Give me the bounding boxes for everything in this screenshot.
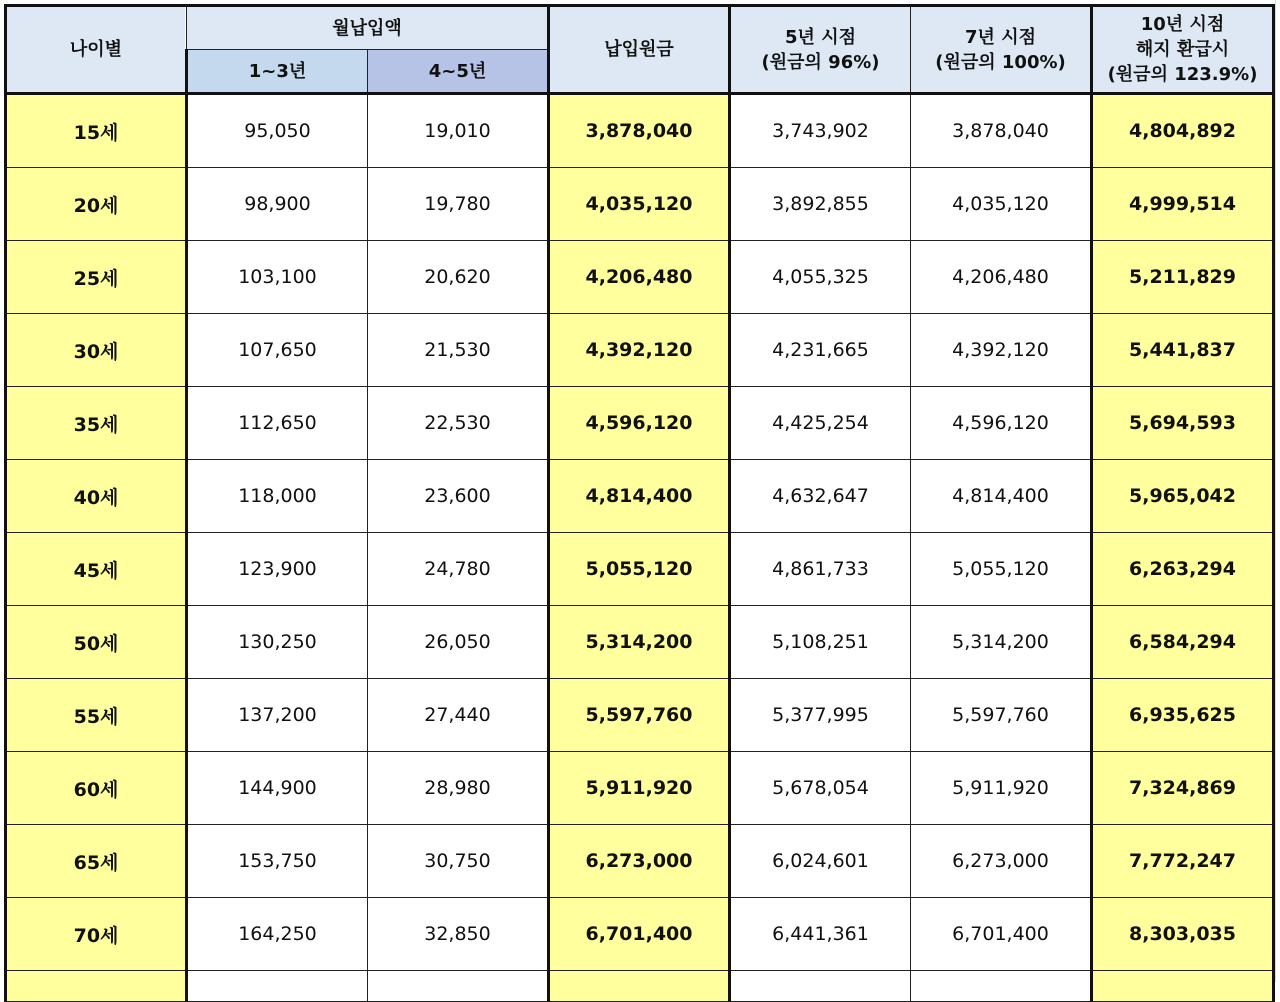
cell-year10: 6,263,294 [1092, 533, 1274, 606]
cell-monthly-4-5: 23,600 [368, 460, 549, 533]
cell-age: 30세 [6, 314, 187, 387]
header-principal: 납입원금 [549, 6, 730, 94]
cell-principal: 4,206,480 [549, 241, 730, 314]
cell-principal: 5,314,200 [549, 606, 730, 679]
cell-year7-empty [911, 971, 1092, 1002]
cell-monthly-1-3: 130,250 [187, 606, 368, 679]
cell-principal: 6,701,400 [549, 898, 730, 971]
cell-year5: 5,377,995 [730, 679, 911, 752]
cell-year7: 4,814,400 [911, 460, 1092, 533]
table-row [6, 94, 1274, 168]
cell-year10: 8,303,035 [1092, 898, 1274, 971]
header-age: 나이별 [6, 6, 187, 94]
cell-principal: 3,878,040 [549, 94, 730, 168]
header-monthly-1-3: 1~3년 [187, 50, 368, 94]
header-year7 [911, 6, 1092, 94]
cell-year7: 6,273,000 [911, 825, 1092, 898]
cell-year7: 4,596,120 [911, 387, 1092, 460]
cell-monthly-4-5: 27,440 [368, 679, 549, 752]
cell-year10: 6,584,294 [1092, 606, 1274, 679]
table-row [6, 387, 1274, 460]
cell-monthly-1-3: 164,250 [187, 898, 368, 971]
table-row [6, 679, 1274, 752]
cell-monthly-1-3: 137,200 [187, 679, 368, 752]
cell-age: 20세 [6, 168, 187, 241]
header-year10 [1092, 6, 1274, 94]
table-row [6, 241, 1274, 314]
cell-principal: 4,814,400 [549, 460, 730, 533]
cell-year10: 7,772,247 [1092, 825, 1274, 898]
cell-age: 60세 [6, 752, 187, 825]
cell-principal: 5,055,120 [549, 533, 730, 606]
cell-principal: 6,273,000 [549, 825, 730, 898]
cell-year10: 5,965,042 [1092, 460, 1274, 533]
cell-year5: 4,861,733 [730, 533, 911, 606]
cell-age: 40세 [6, 460, 187, 533]
cell-principal: 4,035,120 [549, 168, 730, 241]
cell-monthly-4-5: 22,530 [368, 387, 549, 460]
table-row [6, 168, 1274, 241]
table-row [6, 314, 1274, 387]
cell-year5: 5,678,054 [730, 752, 911, 825]
cell-year7: 6,701,400 [911, 898, 1092, 971]
cell-year10: 7,324,869 [1092, 752, 1274, 825]
cell-year10: 4,999,514 [1092, 168, 1274, 241]
cell-year5: 4,231,665 [730, 314, 911, 387]
cell-monthly-4-5-empty [368, 971, 549, 1002]
cell-monthly-4-5: 26,050 [368, 606, 549, 679]
cell-year10: 6,935,625 [1092, 679, 1274, 752]
cell-monthly-1-3-empty [187, 971, 368, 1002]
cell-monthly-1-3: 98,900 [187, 168, 368, 241]
table-row [6, 898, 1274, 971]
cell-year5: 6,441,361 [730, 898, 911, 971]
cell-monthly-4-5: 21,530 [368, 314, 549, 387]
table-row [6, 606, 1274, 679]
insurance-refund-table [4, 4, 1275, 1002]
sheet-gridline [1275, 0, 1276, 982]
header-monthly-4-5: 4~5년 [368, 50, 549, 94]
cell-age: 45세 [6, 533, 187, 606]
table-row [6, 533, 1274, 606]
cell-principal: 4,392,120 [549, 314, 730, 387]
cell-year7: 4,035,120 [911, 168, 1092, 241]
table-row [6, 752, 1274, 825]
cell-year5: 5,108,251 [730, 606, 911, 679]
cell-monthly-4-5: 32,850 [368, 898, 549, 971]
header-year7-line2: (원금의 100%) [935, 51, 1066, 73]
table-row-partial [6, 971, 1274, 1002]
cell-monthly-1-3: 95,050 [187, 94, 368, 168]
cell-year7: 5,597,760 [911, 679, 1092, 752]
cell-monthly-1-3: 103,100 [187, 241, 368, 314]
cell-year10: 5,441,837 [1092, 314, 1274, 387]
cell-age: 15세 [6, 94, 187, 168]
header-year10-line1: 10년 시점 [1140, 14, 1225, 35]
cell-year5: 3,892,855 [730, 168, 911, 241]
cell-year10: 5,694,593 [1092, 387, 1274, 460]
cell-year5: 4,055,325 [730, 241, 911, 314]
cell-age: 65세 [6, 825, 187, 898]
cell-year10: 4,804,892 [1092, 94, 1274, 168]
cell-principal: 4,596,120 [549, 387, 730, 460]
cell-year7: 5,055,120 [911, 533, 1092, 606]
header-year7-line1: 7년 시점 [965, 26, 1036, 48]
cell-monthly-4-5: 28,980 [368, 752, 549, 825]
cell-principal: 5,911,920 [549, 752, 730, 825]
cell-year7: 5,911,920 [911, 752, 1092, 825]
cell-principal: 5,597,760 [549, 679, 730, 752]
cell-monthly-1-3: 107,650 [187, 314, 368, 387]
cell-year7: 4,392,120 [911, 314, 1092, 387]
cell-monthly-1-3: 153,750 [187, 825, 368, 898]
header-year5 [730, 6, 911, 94]
header-monthly-payment: 월납입액 [187, 6, 549, 50]
cell-year5: 3,743,902 [730, 94, 911, 168]
cell-age: 55세 [6, 679, 187, 752]
cell-age: 70세 [6, 898, 187, 971]
cell-year10: 5,211,829 [1092, 241, 1274, 314]
cell-year7: 4,206,480 [911, 241, 1092, 314]
cell-monthly-1-3: 123,900 [187, 533, 368, 606]
cell-year5: 4,632,647 [730, 460, 911, 533]
cell-year7: 3,878,040 [911, 94, 1092, 168]
cell-year5: 6,024,601 [730, 825, 911, 898]
cell-monthly-4-5: 19,780 [368, 168, 549, 241]
cell-age: 35세 [6, 387, 187, 460]
cell-year5: 4,425,254 [730, 387, 911, 460]
cell-monthly-4-5: 30,750 [368, 825, 549, 898]
header-year10-line2: 해지 환급시 [1135, 39, 1230, 60]
cell-age: 25세 [6, 241, 187, 314]
header-year10-line3: (원금의 123.9%) [1107, 64, 1258, 85]
cell-principal-empty [549, 971, 730, 1002]
table-row [6, 460, 1274, 533]
cell-monthly-1-3: 112,650 [187, 387, 368, 460]
cell-age: 50세 [6, 606, 187, 679]
table-body [6, 94, 1274, 1002]
table-row [6, 825, 1274, 898]
cell-year5-empty [730, 971, 911, 1002]
cell-monthly-4-5: 19,010 [368, 94, 549, 168]
cell-monthly-4-5: 24,780 [368, 533, 549, 606]
header-year5-line1: 5년 시점 [785, 26, 856, 48]
cell-monthly-4-5: 20,620 [368, 241, 549, 314]
cell-year7: 5,314,200 [911, 606, 1092, 679]
cell-monthly-1-3: 118,000 [187, 460, 368, 533]
cell-monthly-1-3: 144,900 [187, 752, 368, 825]
cell-age-empty [6, 971, 187, 1002]
cell-year10-empty [1092, 971, 1274, 1002]
header-year5-line2: (원금의 96%) [761, 51, 880, 73]
